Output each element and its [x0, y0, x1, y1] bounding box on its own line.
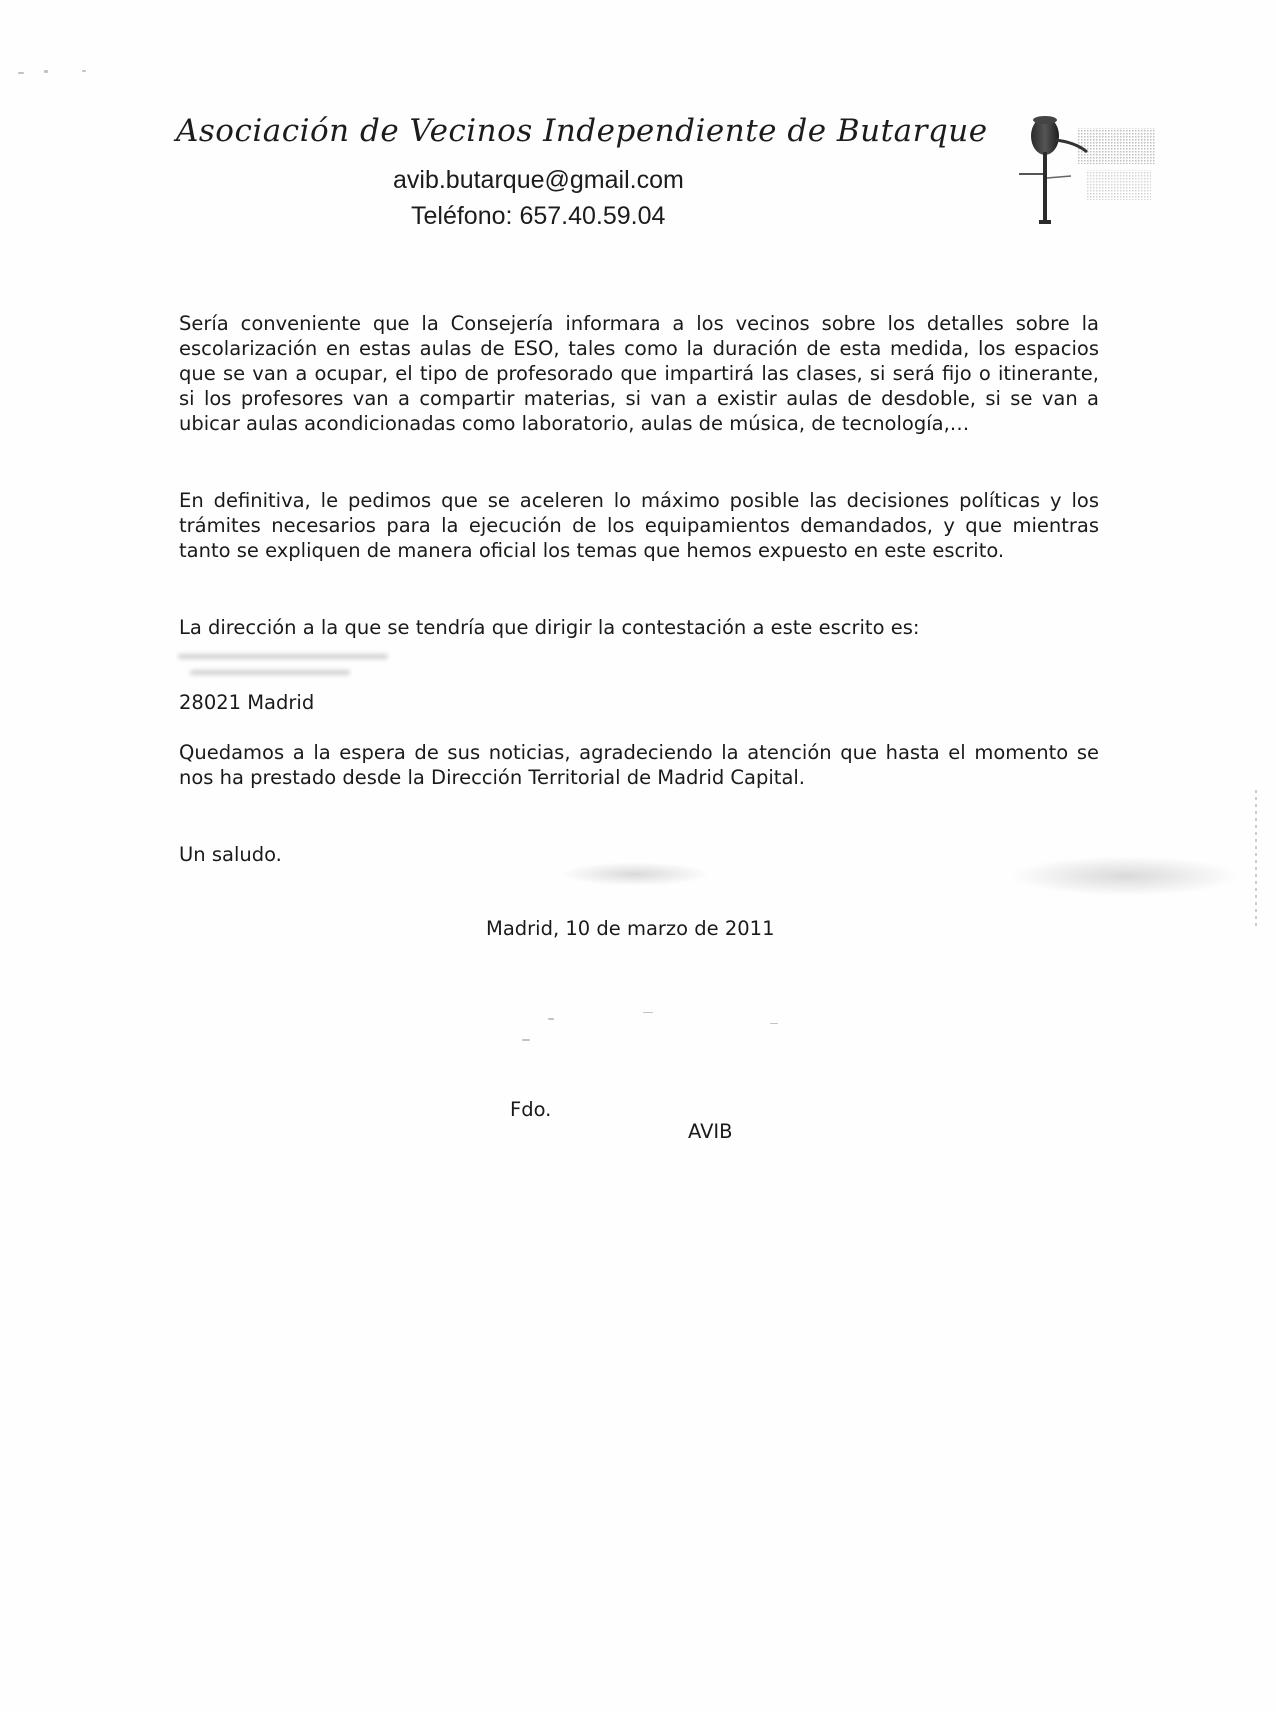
scan-speck: [18, 72, 24, 74]
organization-phone: [411, 202, 665, 231]
streetlamp-logo-icon: [1015, 112, 1155, 230]
closing-text: Un saludo.: [179, 843, 282, 866]
scan-speck: [44, 70, 48, 73]
organization-email: avib.butarque@gmail.com: [393, 166, 684, 194]
scan-speck: [522, 1039, 530, 1041]
scan-speck: [548, 1018, 554, 1020]
organization-name: Asociación de Vecinos Independiente de Butarque: [176, 113, 988, 149]
body-paragraph-3: La dirección a la que se tendría que dirigir la contestación a este escrito es:: [179, 616, 920, 639]
scan-smudge: [1010, 856, 1240, 896]
signature-label: Fdo.: [510, 1098, 552, 1121]
scan-edge-noise: [1255, 790, 1257, 930]
redacted-address-line: [190, 670, 350, 675]
phone-number: 657.40.59.04: [519, 202, 666, 230]
scan-speck: [82, 70, 86, 72]
body-paragraph-2: En definitiva, le pedimos que se aceleren lo máximo posible las decisiones políticas y los trámites necesarios para la ejecución de los equipamientos demandados, y que mientras tanto se expliquen de manera oficial los temas que hemos expuesto en este escrito.: [179, 489, 1099, 562]
date-line: Madrid, 10 de marzo de 2011: [486, 917, 775, 940]
body-paragraph-1: Sería conveniente que la Consejería informara a los vecinos sobre los detalles sobre la escolarización en estas aulas de ESO, tales como la duración de esta medida, los espacios que se van a ocupar, el tipo de profesorado que impartirá las clases, si será fijo o itinerante, si los profesores van a compartir materias, si van a existir aulas de desdoble, si se van a ubicar aulas acondicionadas como laboratorio, aulas de música, de tecnología,…: [179, 312, 1099, 435]
body-paragraph-4: Quedamos a la espera de sus noticias, agradeciendo la atención que hasta el momento se nos ha prestado desde la Dirección Territorial de Madrid Capital.: [179, 741, 1099, 789]
redacted-address-line: [178, 654, 388, 659]
phone-label: Teléfono:: [411, 202, 513, 230]
address-city: 28021 Madrid: [179, 691, 315, 714]
scan-smudge: [560, 862, 710, 886]
scan-speck: [770, 1023, 778, 1024]
scan-speck: [643, 1012, 653, 1013]
signature-org: AVIB: [688, 1120, 733, 1143]
